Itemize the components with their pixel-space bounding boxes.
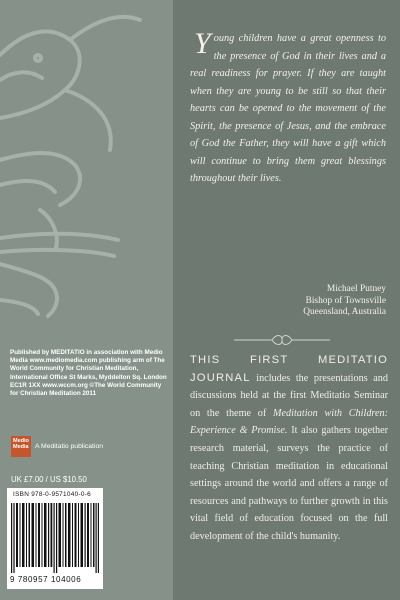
quote-text: oung children have a great openness to the presence of God in their lives and a real readiness for prayer. If they are taught when they are young to be still so that their hearts can be opened to the movement of the Spirit, the presence of Jesus, and the embrace of God the Father, they will have a gift which will continue to bring them great blessings throughout their lives.	[190, 33, 386, 184]
isbn-label: ISBN 978-0-9571040-0-6	[13, 491, 92, 498]
price-label: UK £7.00 / US $10.50	[11, 475, 87, 484]
attribution-place: Queensland, Australia	[303, 307, 386, 317]
quote-attribution	[303, 284, 386, 319]
seminar-theme: Meditation with Children: Experience & Promise.	[190, 407, 389, 437]
logo-text: Medio Media	[13, 438, 29, 450]
left-panel	[0, 0, 173, 600]
divider-ornament-icon	[232, 333, 332, 347]
description-lead: THIS FIRST MEDITATIO JOURNAL	[190, 354, 388, 384]
attribution-name: Michael Putney	[326, 284, 386, 294]
barcode-box	[7, 488, 103, 589]
dove-chalice-emblem-icon	[0, 0, 173, 330]
description-part-2: It also gathers together research material, surveys the practice of teaching Christian meditation in educational settings around the world and offers a range of resources and pathways to further growth in this vital field of education focused on the full development of the child's humanity.	[190, 425, 388, 542]
attribution-title: Bishop of Townsville	[305, 295, 386, 306]
description-part-1: includes the presentations and discussions held at the first Meditatio Seminar on the theme of	[190, 372, 388, 419]
barcode-icon	[11, 503, 99, 573]
barcode-number: 9 780957 104006	[10, 575, 82, 584]
publisher-info: Published by MEDITATIO in association with Medio Media www.mediomedia.com publishing arm of The World Community for Christian Meditation, International Office St Marks, Myddelton Sq. London EC1R 1XX www.wccm.org ©The World Community for Christian Meditation 2011	[10, 349, 167, 398]
publication-label: A Meditatio publication	[35, 443, 104, 450]
quote-dropcap: Y	[194, 27, 211, 60]
book-description	[190, 352, 388, 546]
endorsement-quote	[190, 27, 386, 188]
medio-media-logo	[11, 436, 31, 457]
